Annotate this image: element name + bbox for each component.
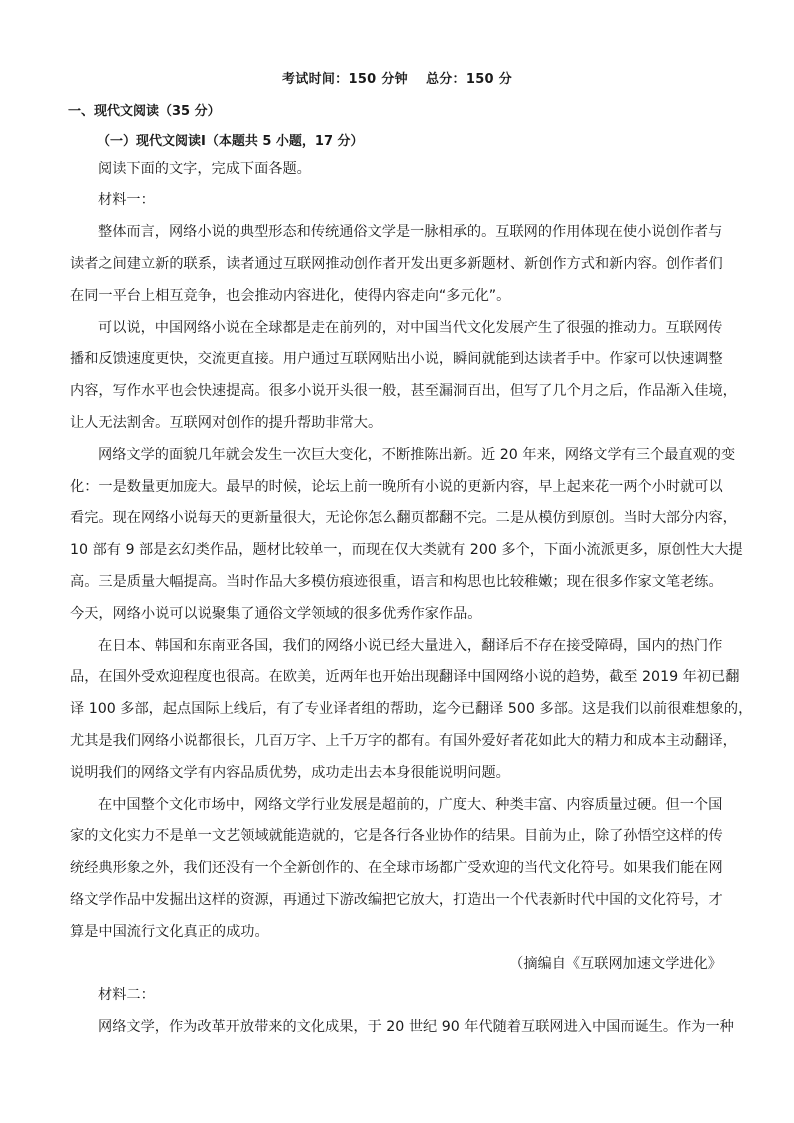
text-line: 网络文学的面貌几年就会发生一次巨大变化，不断推陈出新。近 20 年来，网络文学有三个最直观的变 [98,447,736,463]
text-line: 读者之间建立新的联系，读者通过互联网推动创作者开发出更多新题材、新创作方式和新内容。创作者们 [70,256,723,272]
exam-header [0,68,794,87]
text-line: 在日本、韩国和东南亚各国，我们的网络小说已经大量进入，翻译后不存在接受障碍，国内的热门作 [98,638,723,654]
material-label: 材料一： [98,192,155,208]
text-line: 译 100 多部，起点国际上线后，有了专业译者组的帮助，迄今已翻译 500 多部。这是我们以前很难想象的， [70,701,753,717]
text-line: 网络文学，作为改革开放带来的文化成果，于 20 世纪 90 年代随着互联网进入中国而诞生。作为一种 [98,1019,734,1035]
exam-time: 考试时间：150 分钟 [281,72,408,87]
text-line: 络文学作品中发掘出这样的资源，再通过下游改编把它放大，打造出一个代表新时代中国的文化符号，才 [70,892,723,908]
text-line: 高。三是质量大幅提高。当时作品大多模仿痕迹很重，语言和构思也比较稚嫩；现在很多作家文笔老练。 [70,574,723,590]
instruction: 阅读下面的文字，完成下面各题。 [98,161,311,177]
text-line: 统经典形象之外，我们还没有一个全新创作的、在全球市场都广受欢迎的当代文化符号。如果我们能在网 [70,860,723,876]
text-line: 内容，写作水平也会快速提高。很多小说开头很一般，甚至漏洞百出，但写了几个月之后，作品渐入佳境， [70,383,737,399]
text-line: 整体而言，网络小说的典型形态和传统通俗文学是一脉相承的。互联网的作用体现在使小说创作者与 [98,224,723,240]
subsection-title: （一）现代文阅读Ⅰ（本题共 5 小题，17 分） [97,134,364,149]
text-line: 化：一是数量更加庞大。最早的时候，论坛上前一晚所有小说的更新内容，早上起来花一两个小时就可以 [70,479,723,495]
text-line: 在同一平台上相互竞争，也会推动内容进化，使得内容走向“多元化”。 [70,288,511,304]
text-line: 播和反馈速度更快，交流更直接。用户通过互联网贴出小说，瞬间就能到达读者手中。作家可以快速调整 [70,351,723,367]
exam-score: 总分：150 分 [425,72,513,87]
text-line: 家的文化实力不是单一文艺领域就能造就的，它是各行各业协作的结果。目前为止，除了孙悟空这样的传 [70,828,723,844]
material-label: 材料二： [98,987,155,1003]
text-line: 今天，网络小说可以说聚集了通俗文学领域的很多优秀作家作品。 [70,606,482,622]
text-line: 可以说，中国网络小说在全球都是走在前列的，对中国当代文化发展产生了很强的推动力。互联网传 [98,320,723,336]
text-line: 品，在国外受欢迎程度也很高。在欧美，近两年也开始出现翻译中国网络小说的趋势，截至 2019 年初已翻 [70,669,740,685]
text-line: 说明我们的网络文学有内容品质优势，成功走出去本身很能说明问题。 [70,765,510,781]
text-line: 在中国整个文化市场中，网络文学行业发展是超前的，广度大、种类丰富、内容质量过硬。但一个国 [98,797,723,813]
section-title: 一、现代文阅读（35 分） [68,104,221,119]
text-line: 尤其是我们网络小说都很长，几百万字、上千万字的都有。有国外爱好者花如此大的精力和成本主动翻译， [70,733,737,749]
text-line: 算是中国流行文化真正的成功。 [70,924,269,940]
text-line: 10 部有 9 部是玄幻类作品，题材比较单一，而现在仅大类就有 200 多个，下面小流派更多，原创性大大提 [70,542,743,558]
text-line: 让人无法割舍。互联网对创作的提升帮助非常大。 [70,415,383,431]
text-line: 看完。现在网络小说每天的更新量很大，无论你怎么翻页都翻不完。二是从模仿到原创。当时大部分内容， [70,510,737,526]
source-citation: （摘编自《互联网加速文学进化》 [509,956,722,972]
